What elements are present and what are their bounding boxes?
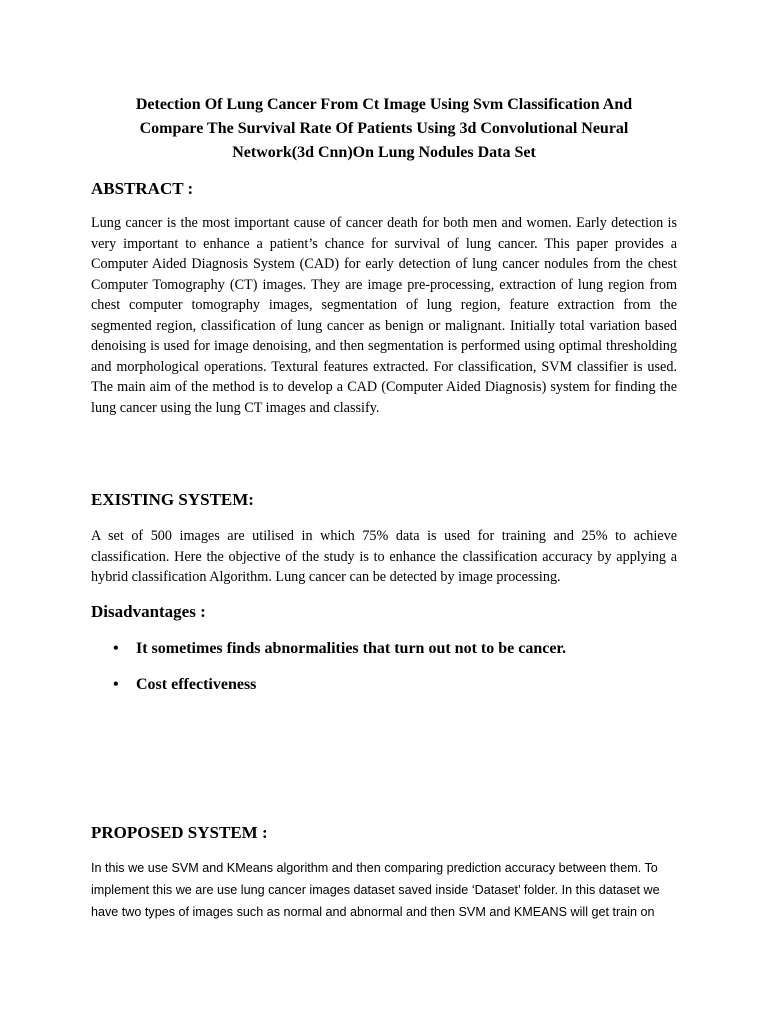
abstract-paragraph: Lung cancer is the most important cause of cancer death for both men and women. Early detection is very important to enhance a patient’s chance for survival of lung cancer. This paper provides a Computer Aided Diagnosis System (CAD) for early detection of lung cancer nodules from the chest Computer Tomography (CT) images. They are image pre-processing, extraction of lung region from chest computer tomography images, segmentation of lung region, feature extraction from the segmented region, classification of lung cancer as benign or malignant. Initially total variation based denoising is used for image denoising, and then segmentation is performed using optimal thresholding and morphological operations. Textural features extracted. For classification, SVM classifier is used. The main aim of the method is to develop a CAD (Computer Aided Diagnosis) system for finding the lung cancer using the lung CT images and classify. xyxy=(91,215,677,416)
disadvantages-heading: Disadvantages : xyxy=(91,602,206,621)
title-line-3: Network(3d Cnn)On Lung Nodules Data Set xyxy=(232,144,536,161)
disadvantage-text: Cost effectiveness xyxy=(136,676,257,693)
bullet-icon: • xyxy=(113,640,119,657)
proposed-line-2: implement this we are use lung cancer images dataset saved inside ‘Dataset’ folder. In this dataset we xyxy=(91,883,660,897)
proposed-line-3: have two types of images such as normal and abnormal and then SVM and KMEANS will get train on xyxy=(91,905,655,919)
disadvantage-item xyxy=(113,675,256,695)
document-title xyxy=(90,93,678,165)
bullet-icon: • xyxy=(113,676,119,693)
title-line-2: Compare The Survival Rate Of Patients Using 3d Convolutional Neural xyxy=(139,120,629,137)
abstract-heading: ABSTRACT : xyxy=(91,179,194,198)
proposed-system-heading: PROPOSED SYSTEM : xyxy=(91,823,268,842)
disadvantage-item xyxy=(113,639,566,659)
title-line-1: Detection Of Lung Cancer From Ct Image Using Svm Classification And xyxy=(135,96,633,113)
proposed-system-paragraph xyxy=(91,857,677,923)
existing-system-heading: EXISTING SYSTEM: xyxy=(91,490,254,509)
proposed-line-1: In this we use SVM and KMeans algorithm and then comparing prediction accuracy between them. To xyxy=(91,861,658,875)
existing-system-paragraph: A set of 500 images are utilised in which 75% data is used for training and 25% to achieve classification. Here the objective of the study is to enhance the classification accuracy by applying a hybrid classification Algorithm. Lung cancer can be detected by image processing. xyxy=(91,528,677,585)
disadvantage-text: It sometimes finds abnormalities that turn out not to be cancer. xyxy=(136,640,567,657)
